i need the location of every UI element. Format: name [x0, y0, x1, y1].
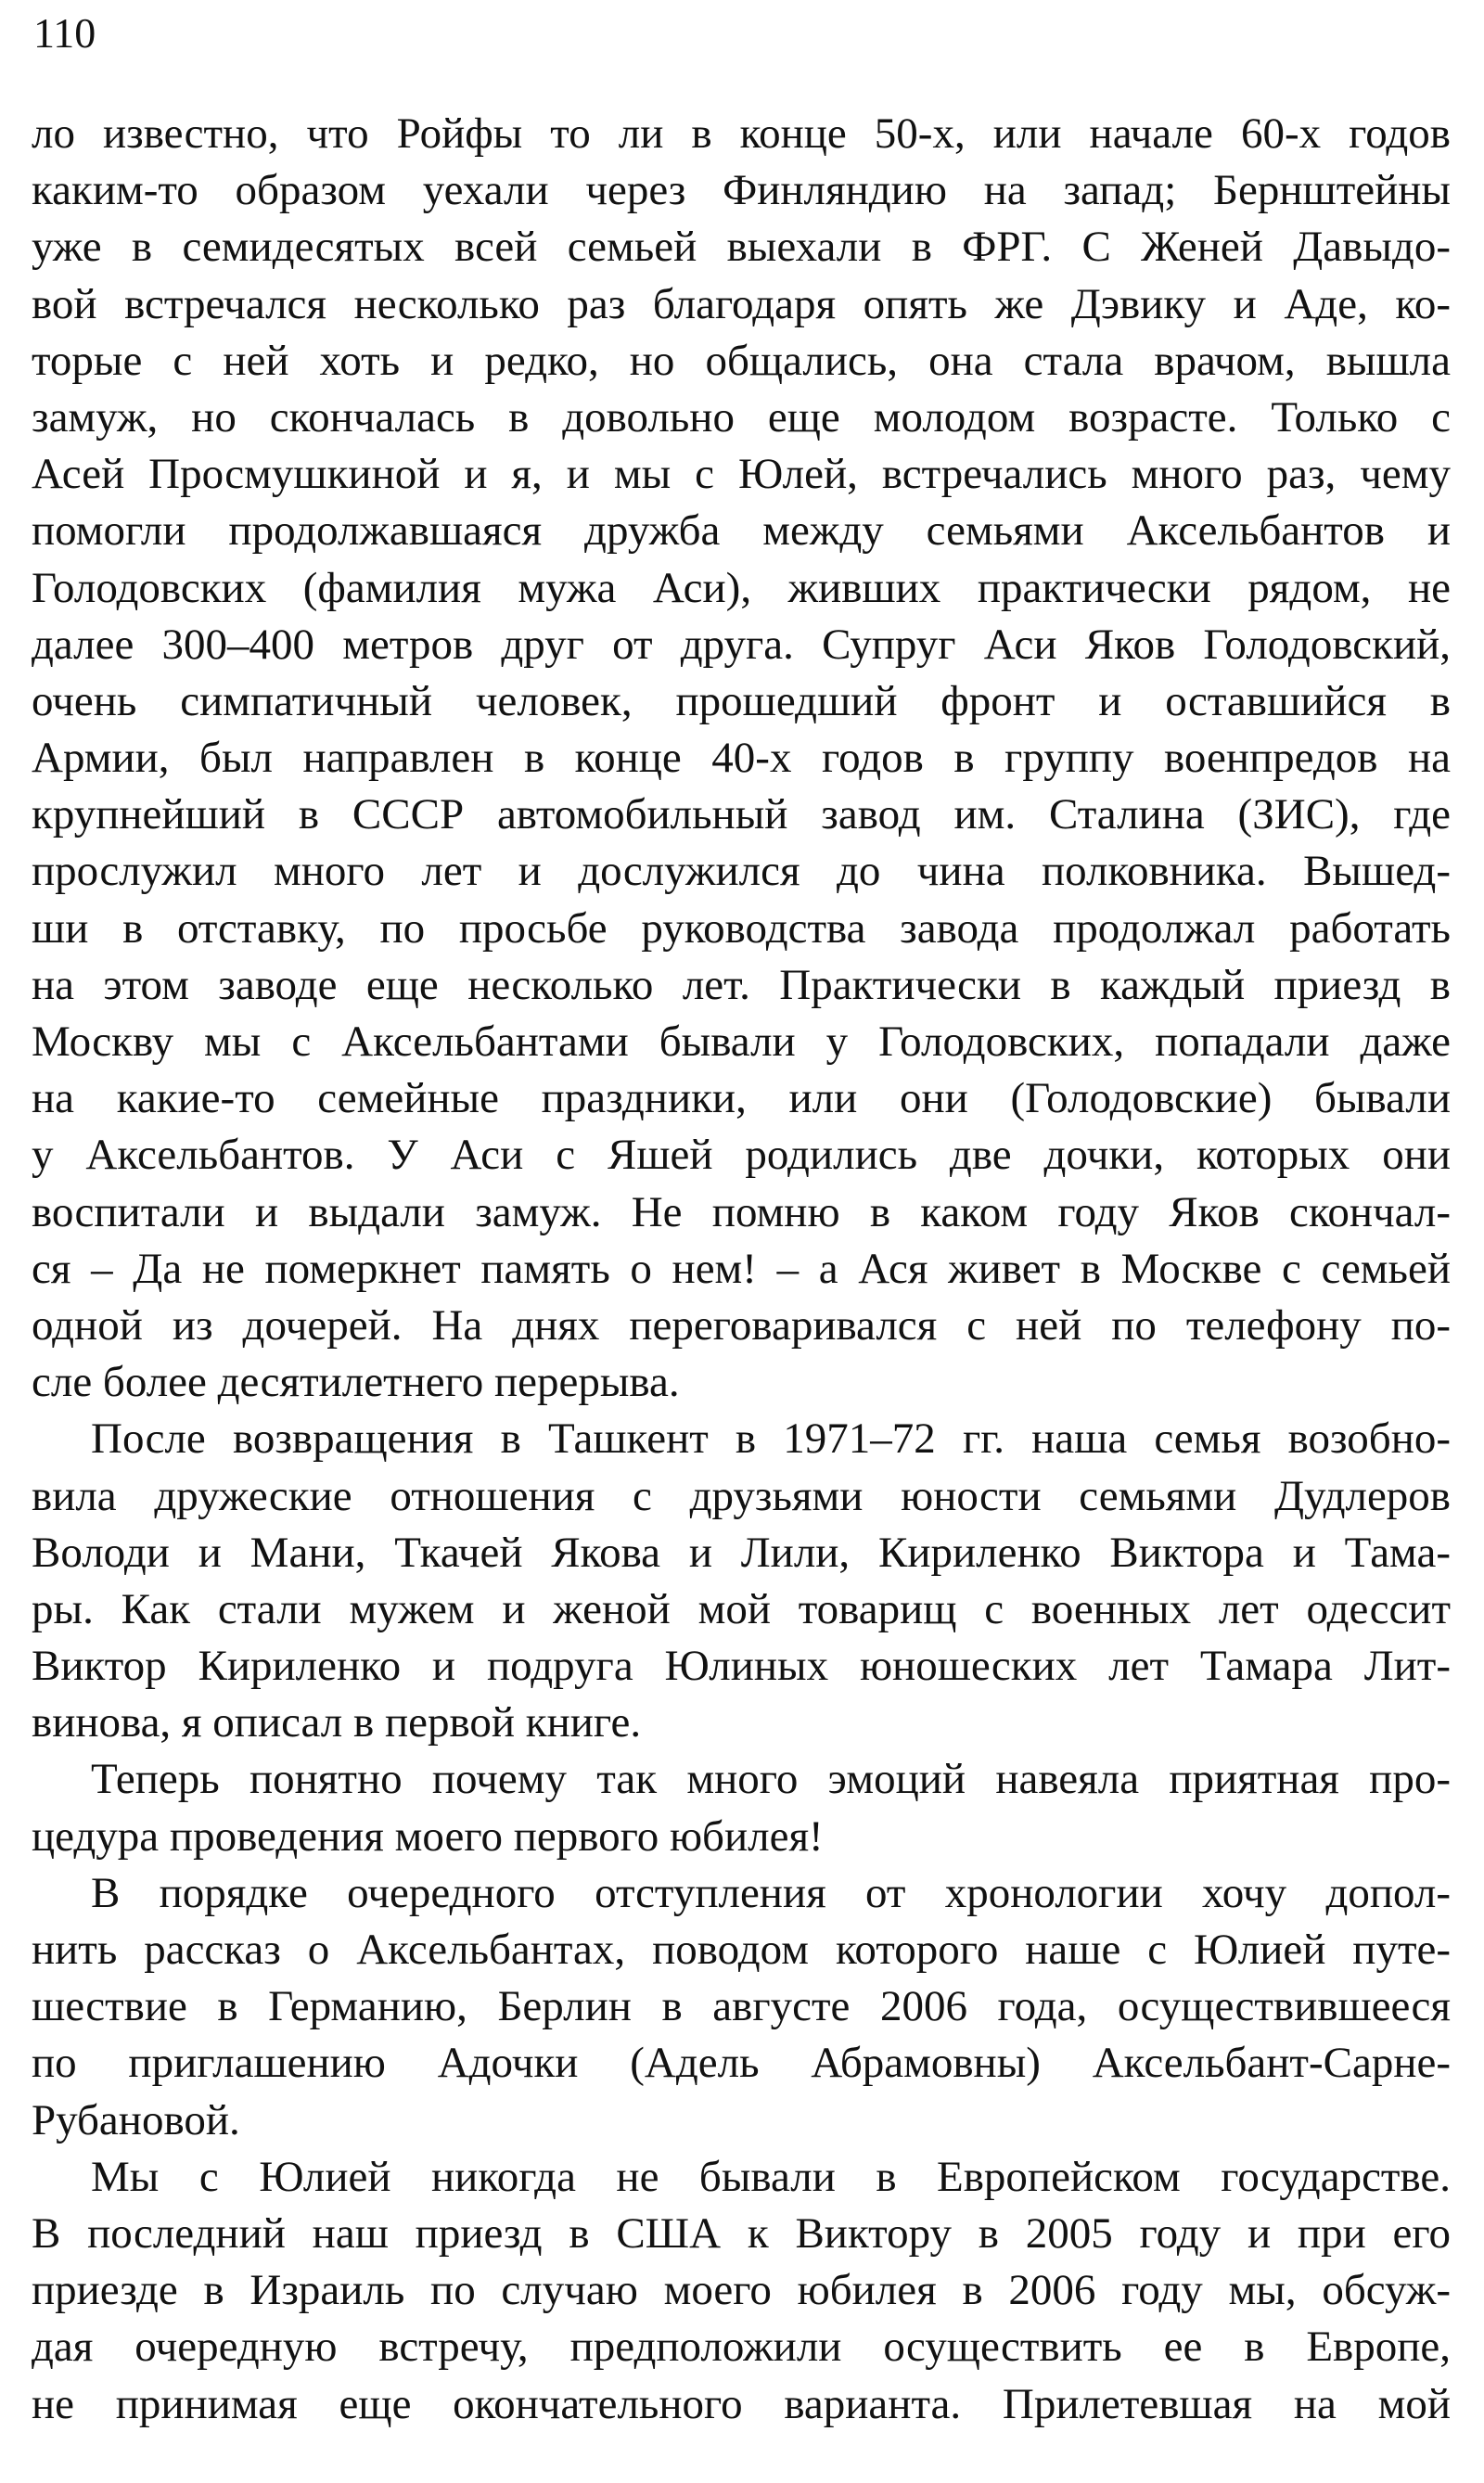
text-line: одной из дочерей. На днях переговаривался с ней по телефону по- [32, 1300, 1451, 1350]
text-line: Голодовских (фамилия мужа Аси), живших практически рядом, не [32, 563, 1451, 612]
text-line: помогли продолжавшаяся дружба между семьями Аксельбантов и [32, 506, 1451, 556]
text-line: у Аксельбантов. У Аси с Яшей родились две дочки, которых они [32, 1131, 1451, 1180]
text-line: воспитали и выдали замуж. Не помню в каком году Яков скончал- [32, 1187, 1451, 1236]
text-line: по приглашению Адочки (Адель Абрамовны) Аксельбант-Сарне- [32, 2039, 1451, 2088]
text-line: Теперь понятно почему так много эмоций навеяла приятная про- [91, 1755, 1451, 1804]
text-line: Рубановой. [32, 2095, 240, 2144]
text-line: замуж, но скончалась в довольно еще молодом возрасте. Только с [32, 392, 1451, 442]
text-line: Володи и Мани, Ткачей Якова и Лили, Кириленко Виктора и Тама- [32, 1528, 1451, 1577]
text-line: После возвращения в Ташкент в 1971–72 гг. наша семья возобно- [91, 1414, 1451, 1464]
text-line: на этом заводе еще несколько лет. Практически в каждый приезд в [32, 960, 1451, 1009]
text-line: прослужил много лет и дослужился до чина полковника. Вышед- [32, 847, 1451, 896]
page-number: 110 [33, 9, 96, 57]
text-line: на какие-то семейные праздники, или они (Голодовские) бывали [32, 1074, 1451, 1123]
text-line: винова, я описал в первой книге. [32, 1698, 642, 1747]
text-line: приезде в Израиль по случаю моего юбилея в 2006 году мы, обсуж- [32, 2266, 1451, 2315]
text-line: крупнейший в СССР автомобильный завод им. Сталина (ЗИС), где [32, 790, 1451, 839]
body-text [32, 106, 1451, 2433]
text-line: шествие в Германию, Берлин в августе 2006 года, осуществившееся [32, 1982, 1451, 2031]
text-line: В порядке очередного отступления от хронологии хочу допол- [91, 1868, 1451, 1917]
text-line: не принимая еще окончательного варианта. Прилетевшая на мой [32, 2379, 1451, 2428]
text-line: Виктор Кириленко и подруга Юлиных юношеских лет Тамара Лит- [32, 1642, 1451, 1691]
text-line: очень симпатичный человек, прошедший фронт и оставшийся в [32, 676, 1451, 725]
text-line: ши в отставку, по просьбе руководства завода продолжал работать [32, 903, 1451, 953]
text-line: Москву мы с Аксельбантами бывали у Голодовских, попадали даже [32, 1018, 1451, 1066]
text-line: Асей Просмушкиной и я, и мы с Юлей, встречались много раз, чему [32, 450, 1451, 499]
text-line: уже в семидесятых всей семьей выехали в ФРГ. С Женей Давыдо- [32, 223, 1451, 272]
text-line: вила дружеские отношения с друзьями юности семьями Дудлеров [32, 1471, 1451, 1520]
text-line: ры. Как стали мужем и женой мой товарищ с военных лет одессит [32, 1584, 1451, 1633]
text-line: нить рассказ о Аксельбантах, поводом которого наше с Юлией путе- [32, 1926, 1451, 1974]
text-line: торые с ней хоть и редко, но общались, она стала врачом, вышла [32, 336, 1451, 385]
text-line: сле более десятилетнего перерыва. [32, 1358, 680, 1407]
text-line: ло известно, что Ройфы то ли в конце 50-х, или начале 60-х годов [32, 109, 1451, 158]
text-line: цедура проведения моего первого юбилея! [32, 1811, 824, 1861]
text-line: далее 300–400 метров друг от друга. Супруг Аси Яков Голодовский, [32, 620, 1451, 669]
text-line: каким-то образом уехали через Финляндию на запад; Бернштейны [32, 166, 1451, 215]
text-line: дая очередную встречу, предположили осуществить ее в Европе, [32, 2323, 1451, 2372]
text-line: вой встречался несколько раз благодаря опять же Дэвику и Аде, ко- [32, 279, 1451, 328]
text-line: В последний наш приезд в США к Виктору в 2005 году и при его [32, 2208, 1451, 2258]
text-line: Мы с Юлией никогда не бывали в Европейском государстве. [91, 2152, 1451, 2201]
text-line: ся – Да не померкнет память о нем! – а Ася живет в Москве с семьей [32, 1244, 1451, 1293]
text-line: Армии, был направлен в конце 40-х годов в группу военпредов на [32, 734, 1451, 783]
